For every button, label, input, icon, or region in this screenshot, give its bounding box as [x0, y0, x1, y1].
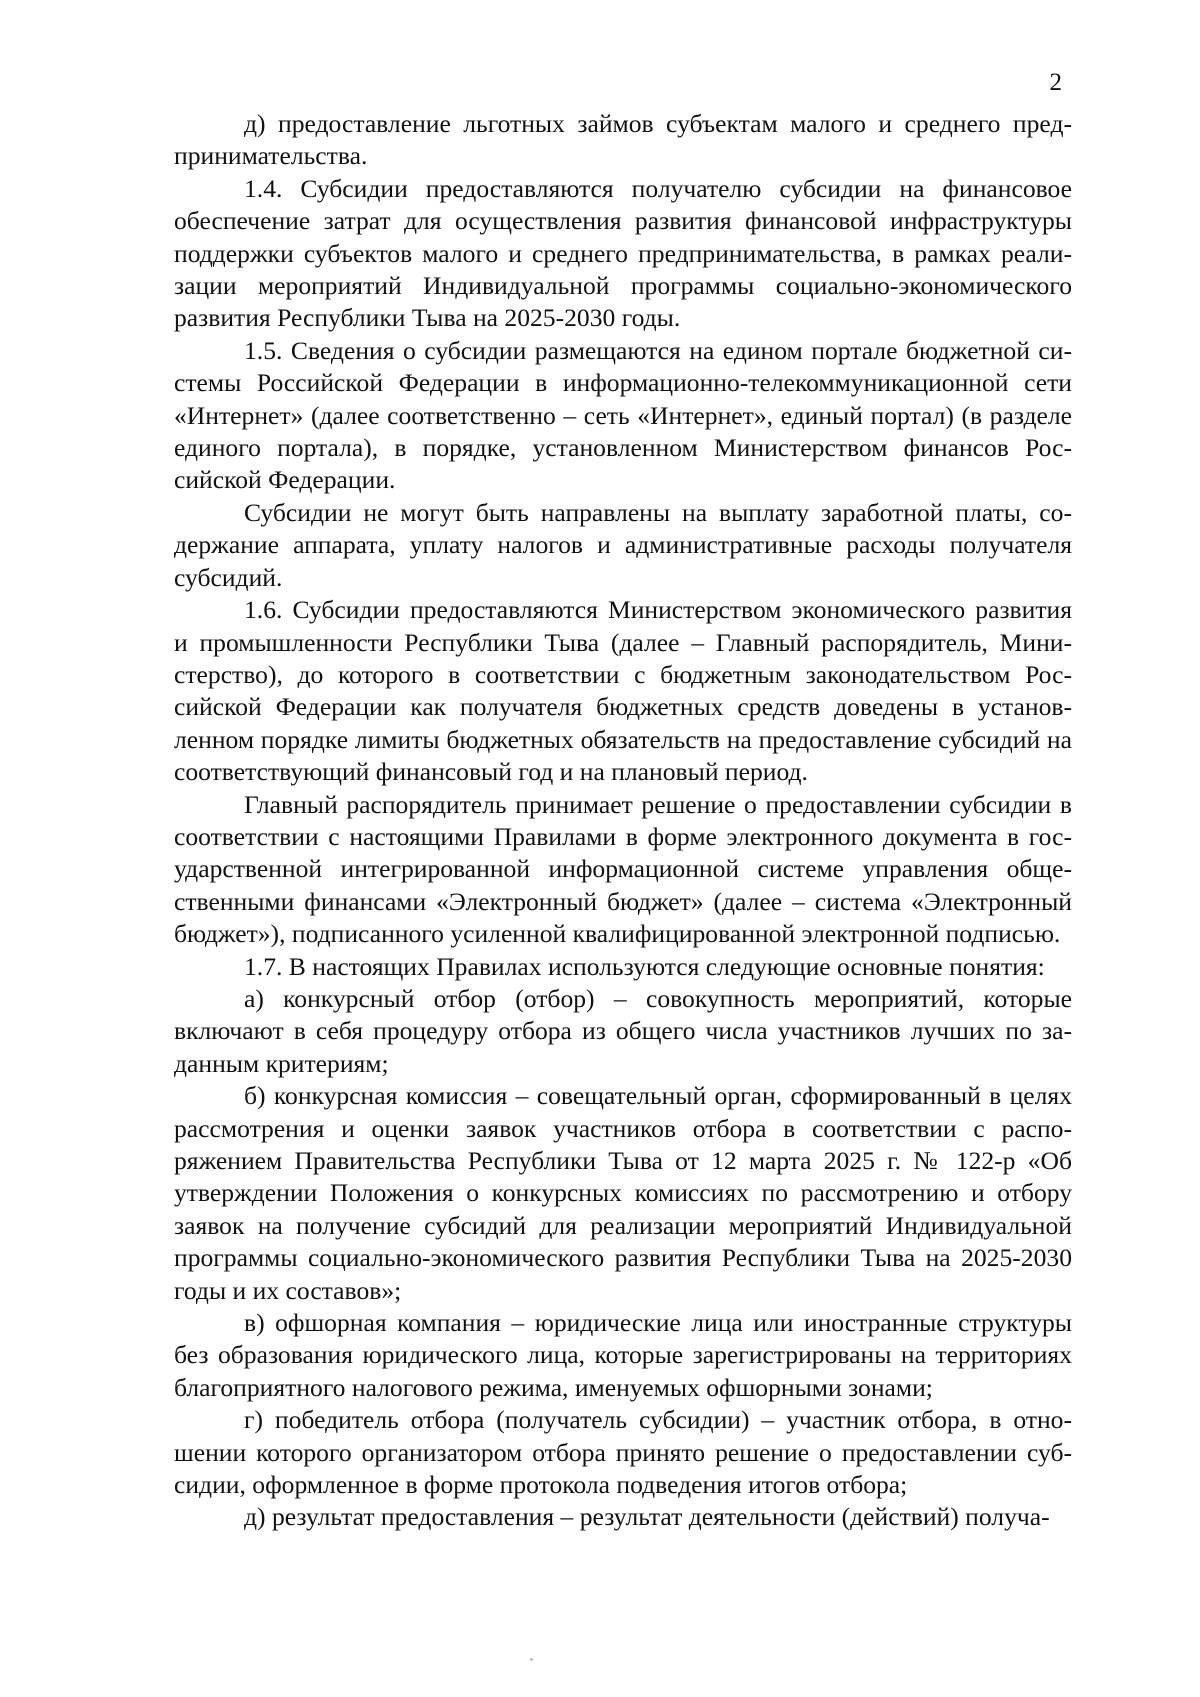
definition-b: б) конкурсная комиссия – совещательный орган, сформированный в целях рассмотрения и оценки заявок участников отбора в соответствии с распоряжением Правительства Республики Тыва от 12 марта 2025 г. № 122-р «Об утверждении Положения о конкурсных комиссиях по рассмотрению и отбору заявок на получение субсидий для реализации мероприятий Индивидуальной программы социально-экономического развития Республики Тыва на 2025-2030 годы и их составов»;: [174, 1081, 1072, 1305]
paragraph-1-4: 1.4. Субсидии предоставляются получателю субсидии на финансовое обеспечение затрат для осуществления развития финансовой инфраструктуры поддержки субъектов малого и среднего предпринимательства, в рамках реализации мероприятий Индивидуальной программы социально-экономического развития Республики Тыва на 2025-2030 годы.: [174, 173, 1072, 333]
page-number: 2: [1049, 69, 1062, 96]
definition-d: д) результат предоставления – результат деятельности (действий) получа-: [244, 1502, 1050, 1532]
definition-a: а) конкурсный отбор (отбор) – совокупность мероприятий, которые включают в себя процедуру отбора из общего числа участников лучших по заданным критериям;: [174, 983, 1072, 1078]
paragraph-1d-loans: д) предоставление льготных займов субъектам малого и среднего предпринимательства.: [174, 109, 1072, 171]
scan-artifact: [530, 1658, 533, 1661]
paragraph-1-6: 1.6. Субсидии предоставляются Министерством экономического развития и промышленности Республики Тыва (далее – Главный распорядитель, Министерство), до которого в соответствии с бюджетным законодательством Российской Федерации как получателя бюджетных средств доведены в установленном порядке лимиты бюджетных обязательств на предоставление субсидий на соответствующий финансовый год и на плановый период.: [174, 595, 1072, 787]
paragraph-1-5: 1.5. Сведения о субсидии размещаются на едином портале бюджетной системы Российской Федерации в информационно-телекоммуникационной сети «Интернет» (далее соответственно – сеть «Интернет», единый портал) (в разделе единого портала), в порядке, установленном Министерством финансов Российской Федерации.: [174, 335, 1072, 495]
definition-v: в) офшорная компания – юридические лица или иностранные структуры без образования юридического лица, которые зарегистрированы на территориях благоприятного налогового режима, именуемых офшорными зонами;: [174, 1308, 1072, 1402]
paragraph-1-7: 1.7. В настоящих Правилах используются следующие основные понятия:: [244, 951, 1045, 981]
paragraph-1-5-restrictions: Субсидии не могут быть направлены на выплату заработной платы, содержание аппарата, уплату налогов и административные расходы получателя субсидий.: [174, 497, 1072, 592]
paragraph-1-6-decision: Главный распорядитель принимает решение о предоставлении субсидии в соответствии с настоящими Правилами в форме электронного документа в государственной интегрированной информационной системе управления общественными финансами «Электронный бюджет» (далее – система «Электронный бюджет»), подписанного усиленной квалифицированной электронной подписью.: [174, 789, 1072, 949]
definition-g: г) победитель отбора (получатель субсидии) – участник отбора, в отношении которого организатором отбора принято решение о предоставлении субсидии, оформленное в форме протокола подведения итогов отбора;: [174, 1405, 1072, 1500]
document-body: [174, 108, 1072, 1534]
